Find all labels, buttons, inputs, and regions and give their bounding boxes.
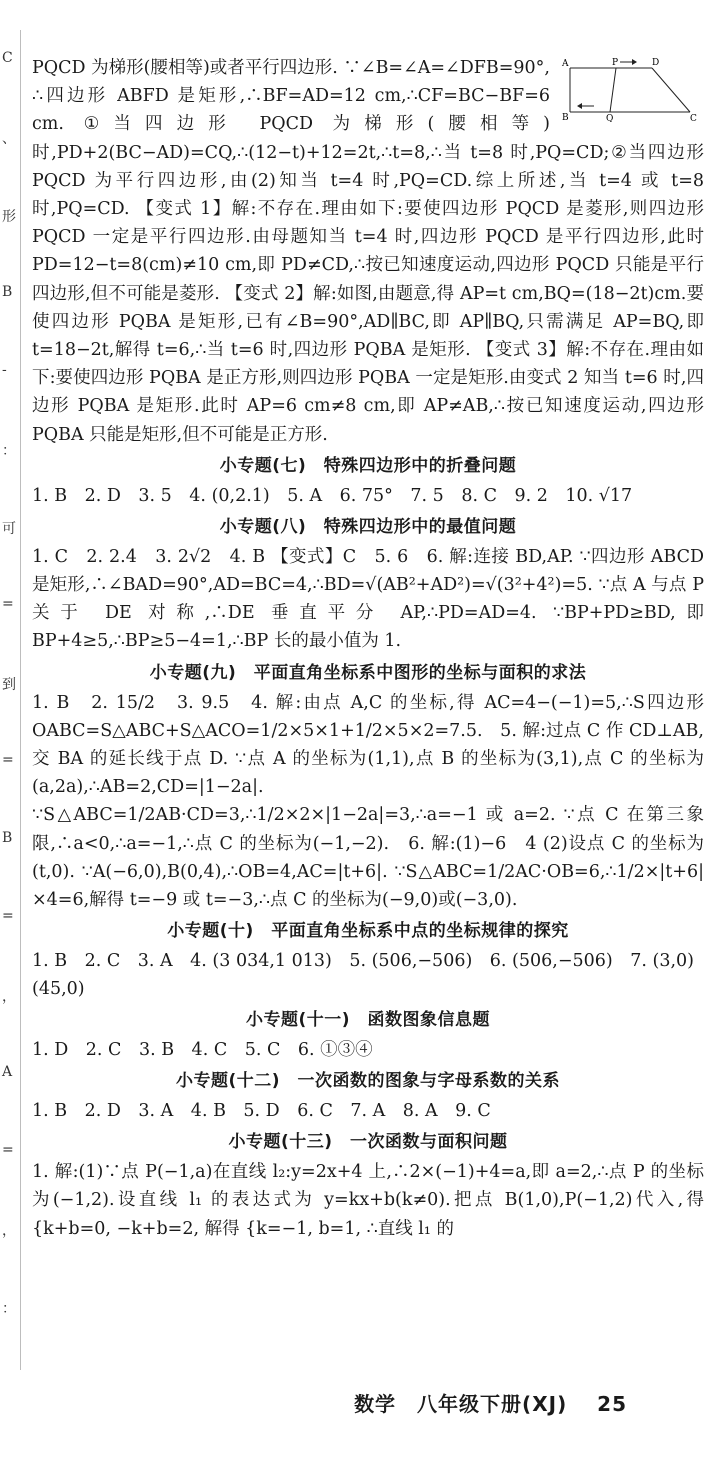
margin-char: = xyxy=(2,908,14,924)
margin-char: ， xyxy=(2,989,16,1005)
margin-char: ： xyxy=(2,1301,16,1317)
margin-char: A xyxy=(2,1064,13,1080)
left-margin-bleed xyxy=(0,50,18,1380)
heading-topic-13: 小专题(十三) 一次函数与面积问题 xyxy=(228,1132,508,1153)
margin-char: = xyxy=(2,752,14,768)
answer-content xyxy=(32,54,712,1243)
margin-char: 可 xyxy=(2,521,16,537)
page-footer xyxy=(354,1388,627,1417)
margin-char: ： xyxy=(2,443,16,459)
label-p: P xyxy=(612,58,619,68)
paragraph-mother-problem xyxy=(32,54,704,449)
heading-topic-7: 小专题(七) 特殊四边形中的折叠问题 xyxy=(219,455,517,476)
heading-topic-10: 小专题(十) 平面直角坐标系中点的坐标规律的探究 xyxy=(167,921,569,942)
column-rule xyxy=(20,30,21,1370)
label-q: Q xyxy=(606,114,614,122)
margin-char: B xyxy=(2,830,13,846)
margin-char: 到 xyxy=(2,677,16,693)
footer-label: 数学 八年级下册(XJ) xyxy=(354,1392,568,1416)
label-b: B xyxy=(562,113,569,122)
page-number: 25 xyxy=(597,1392,627,1416)
margin-char: - xyxy=(2,362,7,378)
margin-char: ， xyxy=(2,1223,16,1239)
answers-topic-9: 1. B 2. 15/2 3. 9.5 4. 解:由点 A,C 的坐标,得 AC=4−(−1)=5,∴S四边形OABC=S△ABC+S△ACO=1/2×5×1+1/2×5×2=7.5. 5. 解:过点 C 作 CD⊥AB,交 BA 的延长线于点 D. ∵点 A 的坐标为(1,1),点 B 的坐标为(3,1),点 C 的坐标为(a,2a),∴AB=2,CD=|1−2a|. ∵S△ABC=1/2AB·CD=3,∴1/2×2×|1−2a|=3,∴a=−1 或 a=2. ∵点 C 在第三象限,∴a<0,∴a=−1,∴点 C 的坐标为(−1,−2). 6. 解:(1)−6 4 (2)设点 C 的坐标为(t,0). ∵A(−6,0),B(0,4),∴OB=4,AC=|t+6|. ∵S△ABC=1/2AC·OB=6,∴1/2×|t+6|×4=6,解得 t=−9 或 t=−3,∴点 C 的坐标为(−9,0)或(−3,0). xyxy=(32,692,704,911)
margin-char: 、 xyxy=(2,131,16,147)
margin-char: 形 xyxy=(2,209,16,225)
label-a: A xyxy=(562,59,569,69)
label-c: C xyxy=(690,114,697,122)
answers-topic-13: 1. 解:(1)∵点 P(−1,a)在直线 l₂:y=2x+4 上,∴2×(−1)+4=a,即 a=2,∴点 P 的坐标为(−1,2).设直线 l₁ 的表达式为 y=kx+b(k≠0).把点 B(1,0),P(−1,2)代入,得 {k+b=0, −k+b=2, 解得 {k=−1, b=1, ∴直线 l₁ 的 xyxy=(32,1162,704,1239)
heading-topic-8: 小专题(八) 特殊四边形中的最值问题 xyxy=(219,516,517,537)
heading-topic-11: 小专题(十一) 函数图象信息题 xyxy=(245,1010,491,1031)
margin-char: B xyxy=(2,284,13,300)
answers-topic-7: 1. B 2. D 3. 5 4. (0,2.1) 5. A 6. 75° 7. 5 8. C 9. 2 10. √17 xyxy=(32,485,633,506)
trapezoid-figure xyxy=(560,56,700,122)
answers-topic-10: 1. B 2. C 3. A 4. (3 034,1 013) 5. (506,−506) 6. (506,−506) 7. (3,0) (45,0) xyxy=(32,951,712,1000)
label-d: D xyxy=(652,58,660,68)
answers-topic-8: 1. C 2. 2.4 3. 2√2 4. B 【变式】C 5. 6 6. 解:连接 BD,AP. ∵四边形 ABCD 是矩形,∴∠BAD=90°,AD=BC=4,∴BD=√(AB²+AD²)=√(3²+4²)=5. ∵点 A 与点 P 关于 DE 对称,∴DE 垂直平分 AP,∴PD=AD=4. ∵BP+PD≥BD,即 BP+4≥5,∴BP≥5−4=1,∴BP 长的最小值为 1. xyxy=(32,546,704,652)
heading-topic-9: 小专题(九) 平面直角坐标系中图形的坐标与面积的求法 xyxy=(149,662,587,683)
margin-char: C xyxy=(2,50,13,66)
margin-char: = xyxy=(2,1142,14,1158)
heading-topic-12: 小专题(十二) 一次函数的图象与字母系数的关系 xyxy=(175,1071,561,1092)
margin-char: = xyxy=(2,596,14,612)
paragraph-text: PQCD 为梯形(腰相等)或者平行四边形. ∵∠B=∠A=∠DFB=90°, ∴四边形 ABFD 是矩形,∴BF=AD=12 cm,∴CF=BC−BF=6 cm. ①当四边形 PQCD 为梯形(腰相等)时,PD+2(BC−AD)=CQ,∴(12−t)+12=2t,∴t=8,∴当 t=8 时,PQ=CD;②当四边形 PQCD 为平行四边形,由(2)知当 t=4 时,PQ=CD.综上所述,当 t=4 或 t=8 时,PQ=CD. 【变式 1】解:不存在.理由如下:要使四边形 PQCD 是菱形,则四边形 PQCD 一定是平行四边形.由母题知当 t=4 时,四边形 PQCD 是平行四边形,此时 PD=12−t=8(cm)≠10 cm,即 PD≠CD,∴按已知速度运动,四边形 PQCD 只能是平行四边形,但不可能是菱形. 【变式 2】解:如图,由题意,得 AP=t cm,BQ=(18−2t)cm.要使四边形 PQBA 是矩形,已有∠B=90°,AD∥BC,即 AP∥BQ,只需满足 AP=BQ,即 t=18−2t,解得 t=6,∴当 t=6 时,四边形 PQBA 是矩形. 【变式 3】解:不存在.理由如下:要使四边形 PQBA 是正方形,则四边形 PQBA 一定是矩形.由变式 2 知当 t=6 时,四边形 PQBA 是矩形.此时 AP=6 cm≠8 cm,即 AP≠AB,∴按已知速度运动,四边形 PQBA 只能是矩形,但不可能是正方形. xyxy=(32,58,704,445)
answers-topic-12: 1. B 2. D 3. A 4. B 5. D 6. C 7. A 8. A 9. C xyxy=(32,1101,491,1122)
answers-topic-11: 1. D 2. C 3. B 4. C 5. C 6. ①③④ xyxy=(32,1040,373,1061)
